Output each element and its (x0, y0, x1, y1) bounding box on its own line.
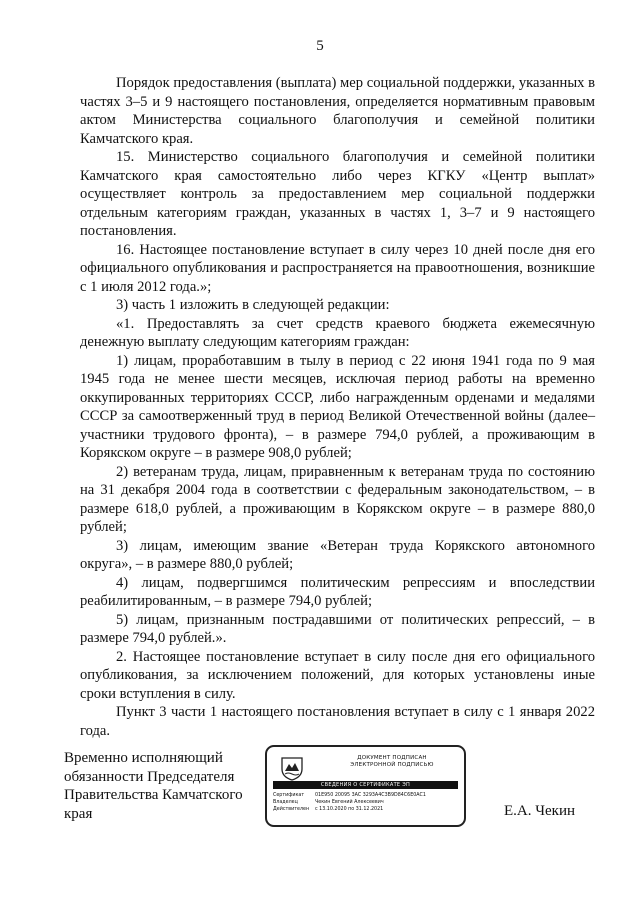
coat-of-arms-icon (279, 755, 305, 781)
stamp-title: ДОКУМЕНТ ПОДПИСАН ЭЛЕКТРОННОЙ ПОДПИСЬЮ (350, 755, 434, 768)
paragraph: 4) лицам, подвергшимся политическим репрессиям и впоследствии реабилитированным, – в размере 794,0 рублей; (80, 574, 595, 609)
paragraph: 15. Министерство социального благополучия и семейной политики Камчатского края самостоятельно либо через КГКУ «Центр выплат» осуществляет контроль за предоставлением мер социальной поддержки отдельным категориям граждан, указанных в частях 1, 3–7 и 9 настоящего постановления. (80, 149, 595, 239)
paragraph: 2) ветеранам труда, лицам, приравненным к ветеранам труда по состоянию на 31 декабря 2004 года в соответствии с федеральным законодательством, – в размере 618,0 рублей, а проживающим в Корякском округе – в размере 880,0 рублей; (80, 463, 595, 535)
body-text (80, 74, 595, 740)
signatory-position-line: обязанности Председателя (64, 768, 235, 785)
paragraph: 1) лицам, проработавшим в тылу в период с 22 июня 1941 года по 9 мая 1945 года не менее шести месяцев, исключая период работы на временно оккупированных территориях СССР, либо награжденным орденами и медалями СССР за самоотверженный труд в период Великой Отечественной войны (далее– участники трудового фронта), – в размере 794,0 рублей, а проживающим в Корякском округе – в размере 908,0 рублей; (80, 352, 595, 461)
stamp-row: Действителен с 13.10.2020 по 31.12.2021 (273, 807, 384, 812)
paragraph: 3) часть 1 изложить в следующей редакции: (116, 297, 390, 313)
signatory-position-line: Временно исполняющий (64, 750, 223, 766)
signatory-position (64, 749, 243, 823)
signatory-position-line: края (64, 805, 93, 822)
electronic-signature-stamp (265, 745, 466, 827)
page-number: 5 (316, 38, 324, 54)
stamp-row: Сертификат 01E950 20095 3AC 3293A4C3B9D84C6E0AC1 (273, 793, 426, 798)
paragraph: 16. Настоящее постановление вступает в силу через 10 дней после дня его официального опубликования и распространяется на правоотношения, возникшие с 1 июля 2012 года.»; (80, 241, 595, 295)
paragraph: 2. Настоящее постановление вступает в силу после дня его официального опубликования, за исключением положений, для которых установлены иные сроки вступления в силу. (80, 648, 595, 702)
signatory-name: Е.А. Чекин (504, 803, 575, 819)
stamp-details (273, 792, 426, 813)
stamp-row: Владелец Чекин Евгений Алексеевич (273, 800, 384, 805)
paragraph: 3) лицам, имеющим звание «Ветеран труда Корякского автономного округа», – в размере 880,0 рублей; (80, 537, 595, 572)
stamp-certificate-header: СВЕДЕНИЯ О СЕРТИФИКАТЕ ЭП (273, 781, 458, 789)
paragraph: Порядок предоставления (выплата) мер социальной поддержки, указанных в частях 3–5 и 9 настоящего постановления, определяется нормативным правовым актом Министерства социального благополучия и семейной политики Камчатского края. (80, 75, 595, 147)
paragraph: «1. Предоставлять за счет средств краевого бюджета ежемесячную денежную выплату следующим категориям граждан: (80, 315, 595, 350)
paragraph: Пункт 3 части 1 настоящего постановления вступает в силу с 1 января 2022 года. (80, 704, 595, 739)
signatory-position-line: Правительства Камчатского (64, 787, 243, 804)
paragraph: 5) лицам, признанным пострадавшими от политических репрессий, – в размере 794,0 рублей.». (80, 611, 595, 646)
